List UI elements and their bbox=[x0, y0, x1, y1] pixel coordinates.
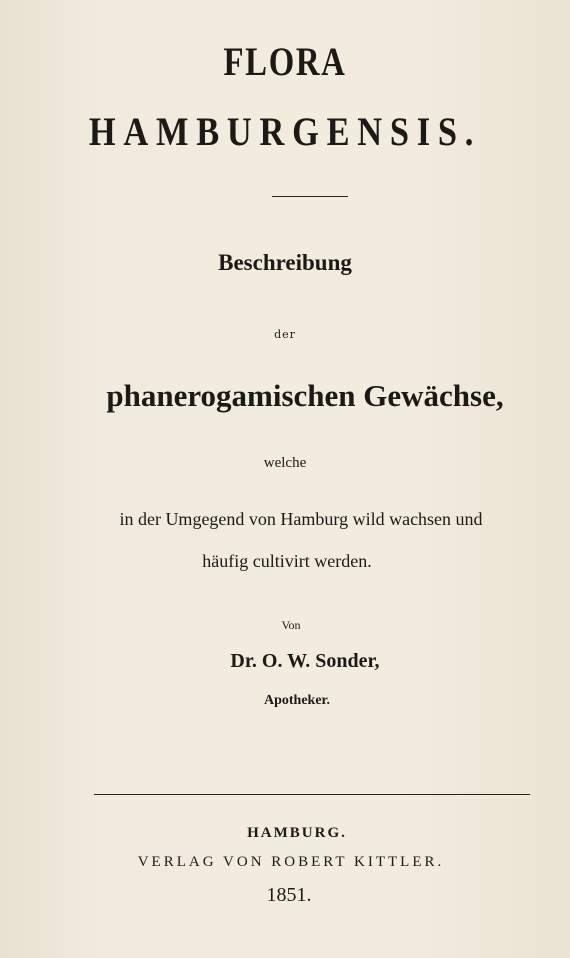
imprint-city: HAMBURG. bbox=[247, 825, 347, 841]
author-by: Von bbox=[281, 618, 301, 632]
subtitle-subject: phanerogamischen Gewächse, bbox=[106, 378, 504, 413]
subtitle-heading: Beschreibung bbox=[218, 250, 352, 275]
title-line-1: FLORA bbox=[223, 39, 347, 84]
description-line-1: in der Umgegend von Hamburg wild wachsen und bbox=[119, 509, 483, 529]
short-divider bbox=[272, 196, 348, 197]
description-line-2: häufig cultivirt werden. bbox=[202, 551, 372, 571]
connector-der: der bbox=[274, 328, 296, 341]
connector-welche: welche bbox=[263, 455, 307, 471]
long-divider bbox=[94, 794, 530, 795]
author-name: Dr. O. W. Sonder, bbox=[230, 650, 380, 672]
author-profession: Apotheker. bbox=[264, 693, 330, 708]
title-line-2: HAMBURGENSIS. bbox=[88, 109, 482, 154]
imprint-year: 1851. bbox=[266, 884, 312, 906]
imprint-publisher: VERLAG VON ROBERT KITTLER. bbox=[137, 854, 445, 870]
